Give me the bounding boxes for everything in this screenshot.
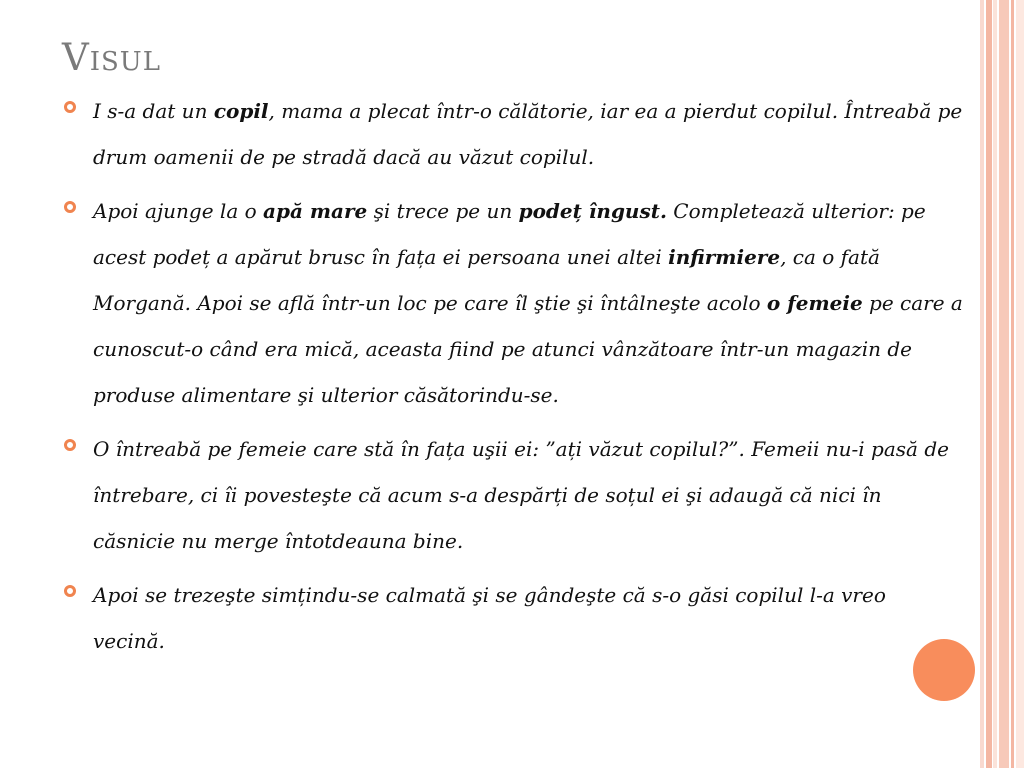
bullet-emphasis: apă mare xyxy=(263,199,368,223)
slide-title: Visul xyxy=(62,36,161,79)
decorative-circle-icon xyxy=(913,639,975,701)
decorative-stripe xyxy=(986,0,992,768)
bullet-item xyxy=(58,426,964,564)
bullet-segment: Apoi ajunge la o xyxy=(93,199,263,223)
bullet-emphasis: o femeie xyxy=(766,291,863,315)
bullet-circle-icon xyxy=(64,101,76,113)
bullet-segment: O întreabă pe femeie care stă în fața uşii ei: ”ați văzut copilul?”. Femeii nu-i pasă de întrebare, ci îi povesteşte că acum s-a despărți de soțul ei şi adaugă că nici în căsnicie nu merge întotdeauna bine. xyxy=(93,437,949,553)
bullet-emphasis: infirmiere xyxy=(668,245,781,269)
bullet-list xyxy=(58,88,964,672)
decorative-stripe xyxy=(980,0,984,768)
bullet-text xyxy=(93,88,964,180)
bullet-circle-icon xyxy=(64,439,76,451)
bullet-emphasis: copil xyxy=(213,99,269,123)
decorative-stripe xyxy=(1016,0,1024,768)
bullet-segment: Apoi se trezeşte simțindu-se calmată şi se gândeşte că s-o găsi copilul l-a vreo vecină. xyxy=(93,583,886,653)
bullet-segment: Completează ulterior: pe acest podeț a apărut brusc în fața ei persoana unei altei xyxy=(93,199,926,269)
decorative-stripe xyxy=(999,0,1009,768)
bullet-item xyxy=(58,188,964,418)
bullet-text xyxy=(93,188,964,418)
bullet-segment: şi trece pe un xyxy=(367,199,519,223)
decorative-stripe xyxy=(1011,0,1014,768)
bullet-segment: pe care a cunoscut-o când era mică, aceasta fiind pe atunci vânzătoare într-un magazin de produse alimentare şi ulterior căsătorindu-se. xyxy=(93,291,963,407)
bullet-segment: , mama a plecat într-o călătorie, iar ea a pierdut copilul. Întreabă pe drum oamenii de pe stradă dacă au văzut copilul. xyxy=(93,99,963,169)
bullet-text xyxy=(93,426,964,564)
bullet-text xyxy=(93,572,964,664)
bullet-circle-icon xyxy=(64,201,76,213)
bullet-item xyxy=(58,572,964,664)
bullet-segment: I s-a dat un xyxy=(93,99,214,123)
bullet-item xyxy=(58,88,964,180)
bullet-emphasis: podeț îngust. xyxy=(518,199,667,223)
bullet-circle-icon xyxy=(64,585,76,597)
decorative-stripe xyxy=(993,0,997,768)
bullet-segment: , ca o fată Morgană. Apoi se află într-un loc pe care îl ştie şi întâlneşte acolo xyxy=(93,245,880,315)
